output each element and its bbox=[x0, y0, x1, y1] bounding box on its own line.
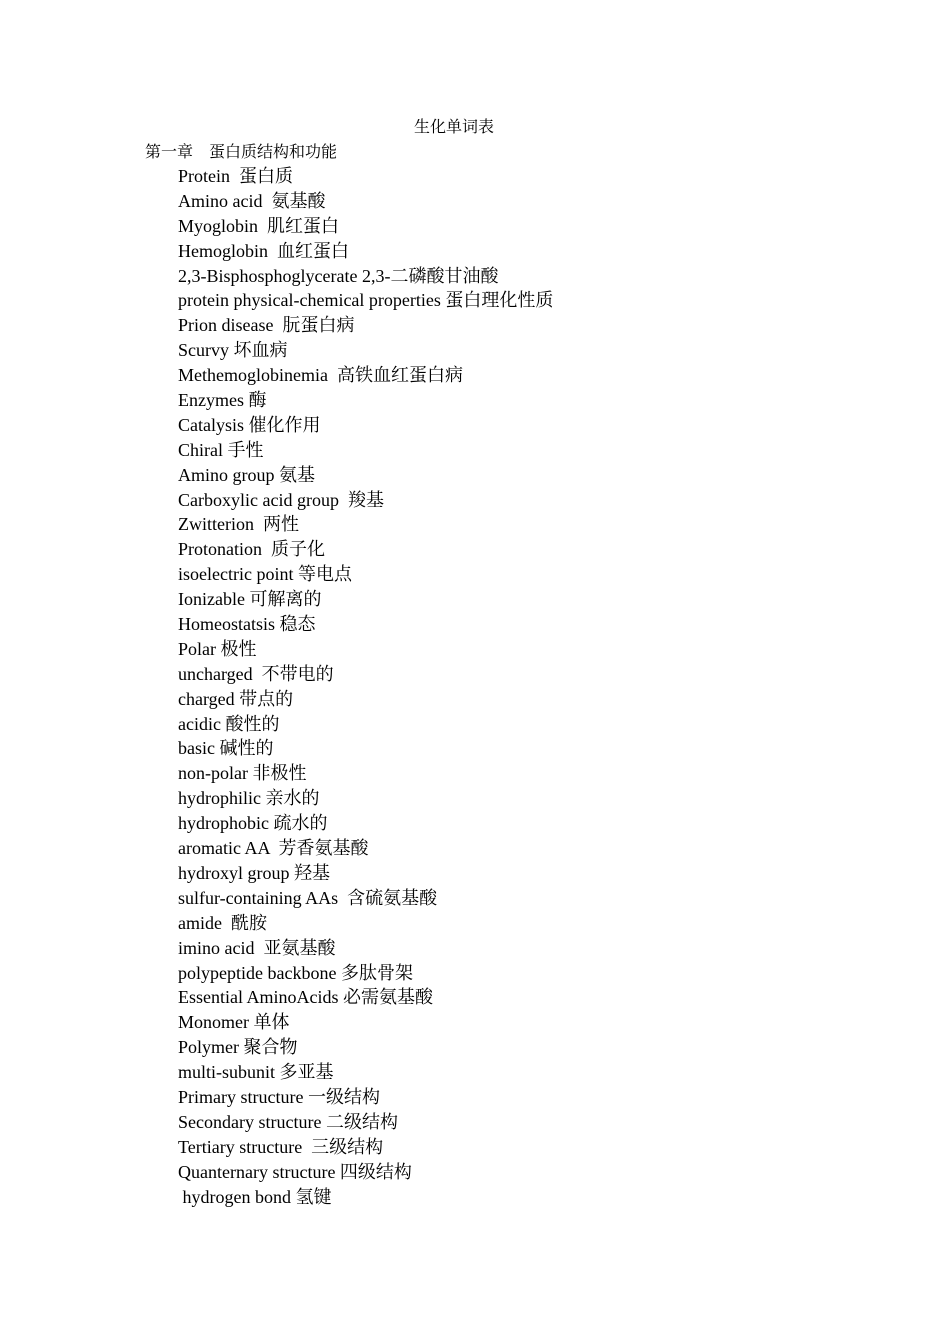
vocabulary-item: Homeostatsis 稳态 bbox=[178, 614, 316, 635]
vocabulary-item: Carboxylic acid group 羧基 bbox=[178, 489, 384, 510]
vocabulary-item: Amino group 氨基 bbox=[178, 464, 315, 485]
vocabulary-item: 2,3-Bisphosphoglycerate 2,3-二磷酸甘油酸 bbox=[178, 265, 499, 286]
vocabulary-item: acidic 酸性的 bbox=[178, 713, 280, 734]
vocabulary-item: amide 酰胺 bbox=[178, 912, 267, 933]
vocabulary-list bbox=[178, 164, 553, 1209]
vocabulary-item: hydroxyl group 羟基 bbox=[178, 862, 330, 883]
vocabulary-item: basic 碱性的 bbox=[178, 738, 274, 759]
vocabulary-item: polypeptide backbone 多肽骨架 bbox=[178, 962, 413, 983]
vocabulary-item: non-polar 非极性 bbox=[178, 763, 307, 784]
vocabulary-item: Zwitterion 两性 bbox=[178, 514, 299, 535]
vocabulary-item: aromatic AA 芳香氨基酸 bbox=[178, 838, 369, 859]
vocabulary-item: hydrophobic 疏水的 bbox=[178, 813, 328, 834]
document-title: 生化单词表 bbox=[413, 119, 494, 136]
vocabulary-item: Protonation 质子化 bbox=[178, 539, 325, 560]
vocabulary-item: Methemoglobinemia 高铁血红蛋白病 bbox=[178, 365, 463, 386]
vocabulary-item: hydrogen bond 氢键 bbox=[178, 1186, 332, 1207]
vocabulary-item: hydrophilic 亲水的 bbox=[178, 788, 320, 809]
vocabulary-item: Catalysis 催化作用 bbox=[178, 414, 321, 435]
vocabulary-item: uncharged 不带电的 bbox=[178, 663, 334, 684]
vocabulary-item: multi-subunit 多亚基 bbox=[178, 1062, 334, 1083]
vocabulary-item: protein physical-chemical properties 蛋白理化性质 bbox=[178, 290, 554, 311]
vocabulary-item: Tertiary structure 三级结构 bbox=[178, 1136, 384, 1157]
vocabulary-item: Monomer 单体 bbox=[178, 1012, 290, 1033]
vocabulary-item: Chiral 手性 bbox=[178, 439, 264, 460]
vocabulary-item: Essential AminoAcids 必需氨基酸 bbox=[178, 987, 433, 1008]
vocabulary-item: Polar 极性 bbox=[178, 638, 257, 659]
vocabulary-item: isoelectric point 等电点 bbox=[178, 564, 352, 585]
vocabulary-item: Scurvy 坏血病 bbox=[178, 340, 288, 361]
vocabulary-item: imino acid 亚氨基酸 bbox=[178, 937, 336, 958]
vocabulary-item: Myoglobin 肌红蛋白 bbox=[178, 215, 340, 236]
chapter-heading: 第一章 蛋白质结构和功能 bbox=[145, 144, 338, 161]
vocabulary-item: sulfur-containing AAs 含硫氨基酸 bbox=[178, 887, 438, 908]
vocabulary-item: Quanternary structure 四级结构 bbox=[178, 1161, 412, 1182]
vocabulary-item: Enzymes 酶 bbox=[178, 390, 267, 411]
vocabulary-item: Protein 蛋白质 bbox=[178, 166, 293, 186]
vocabulary-item: Prion disease 朊蛋白病 bbox=[178, 315, 355, 336]
vocabulary-item: charged 带点的 bbox=[178, 688, 294, 709]
vocabulary-item: Ionizable 可解离的 bbox=[178, 589, 322, 610]
vocabulary-item: Primary structure 一级结构 bbox=[178, 1086, 380, 1107]
vocabulary-item: Hemoglobin 血红蛋白 bbox=[178, 240, 349, 261]
vocabulary-item: Amino acid 氨基酸 bbox=[178, 190, 326, 211]
vocabulary-item: Secondary structure 二级结构 bbox=[178, 1111, 398, 1132]
vocabulary-item: Polymer 聚合物 bbox=[178, 1037, 298, 1058]
